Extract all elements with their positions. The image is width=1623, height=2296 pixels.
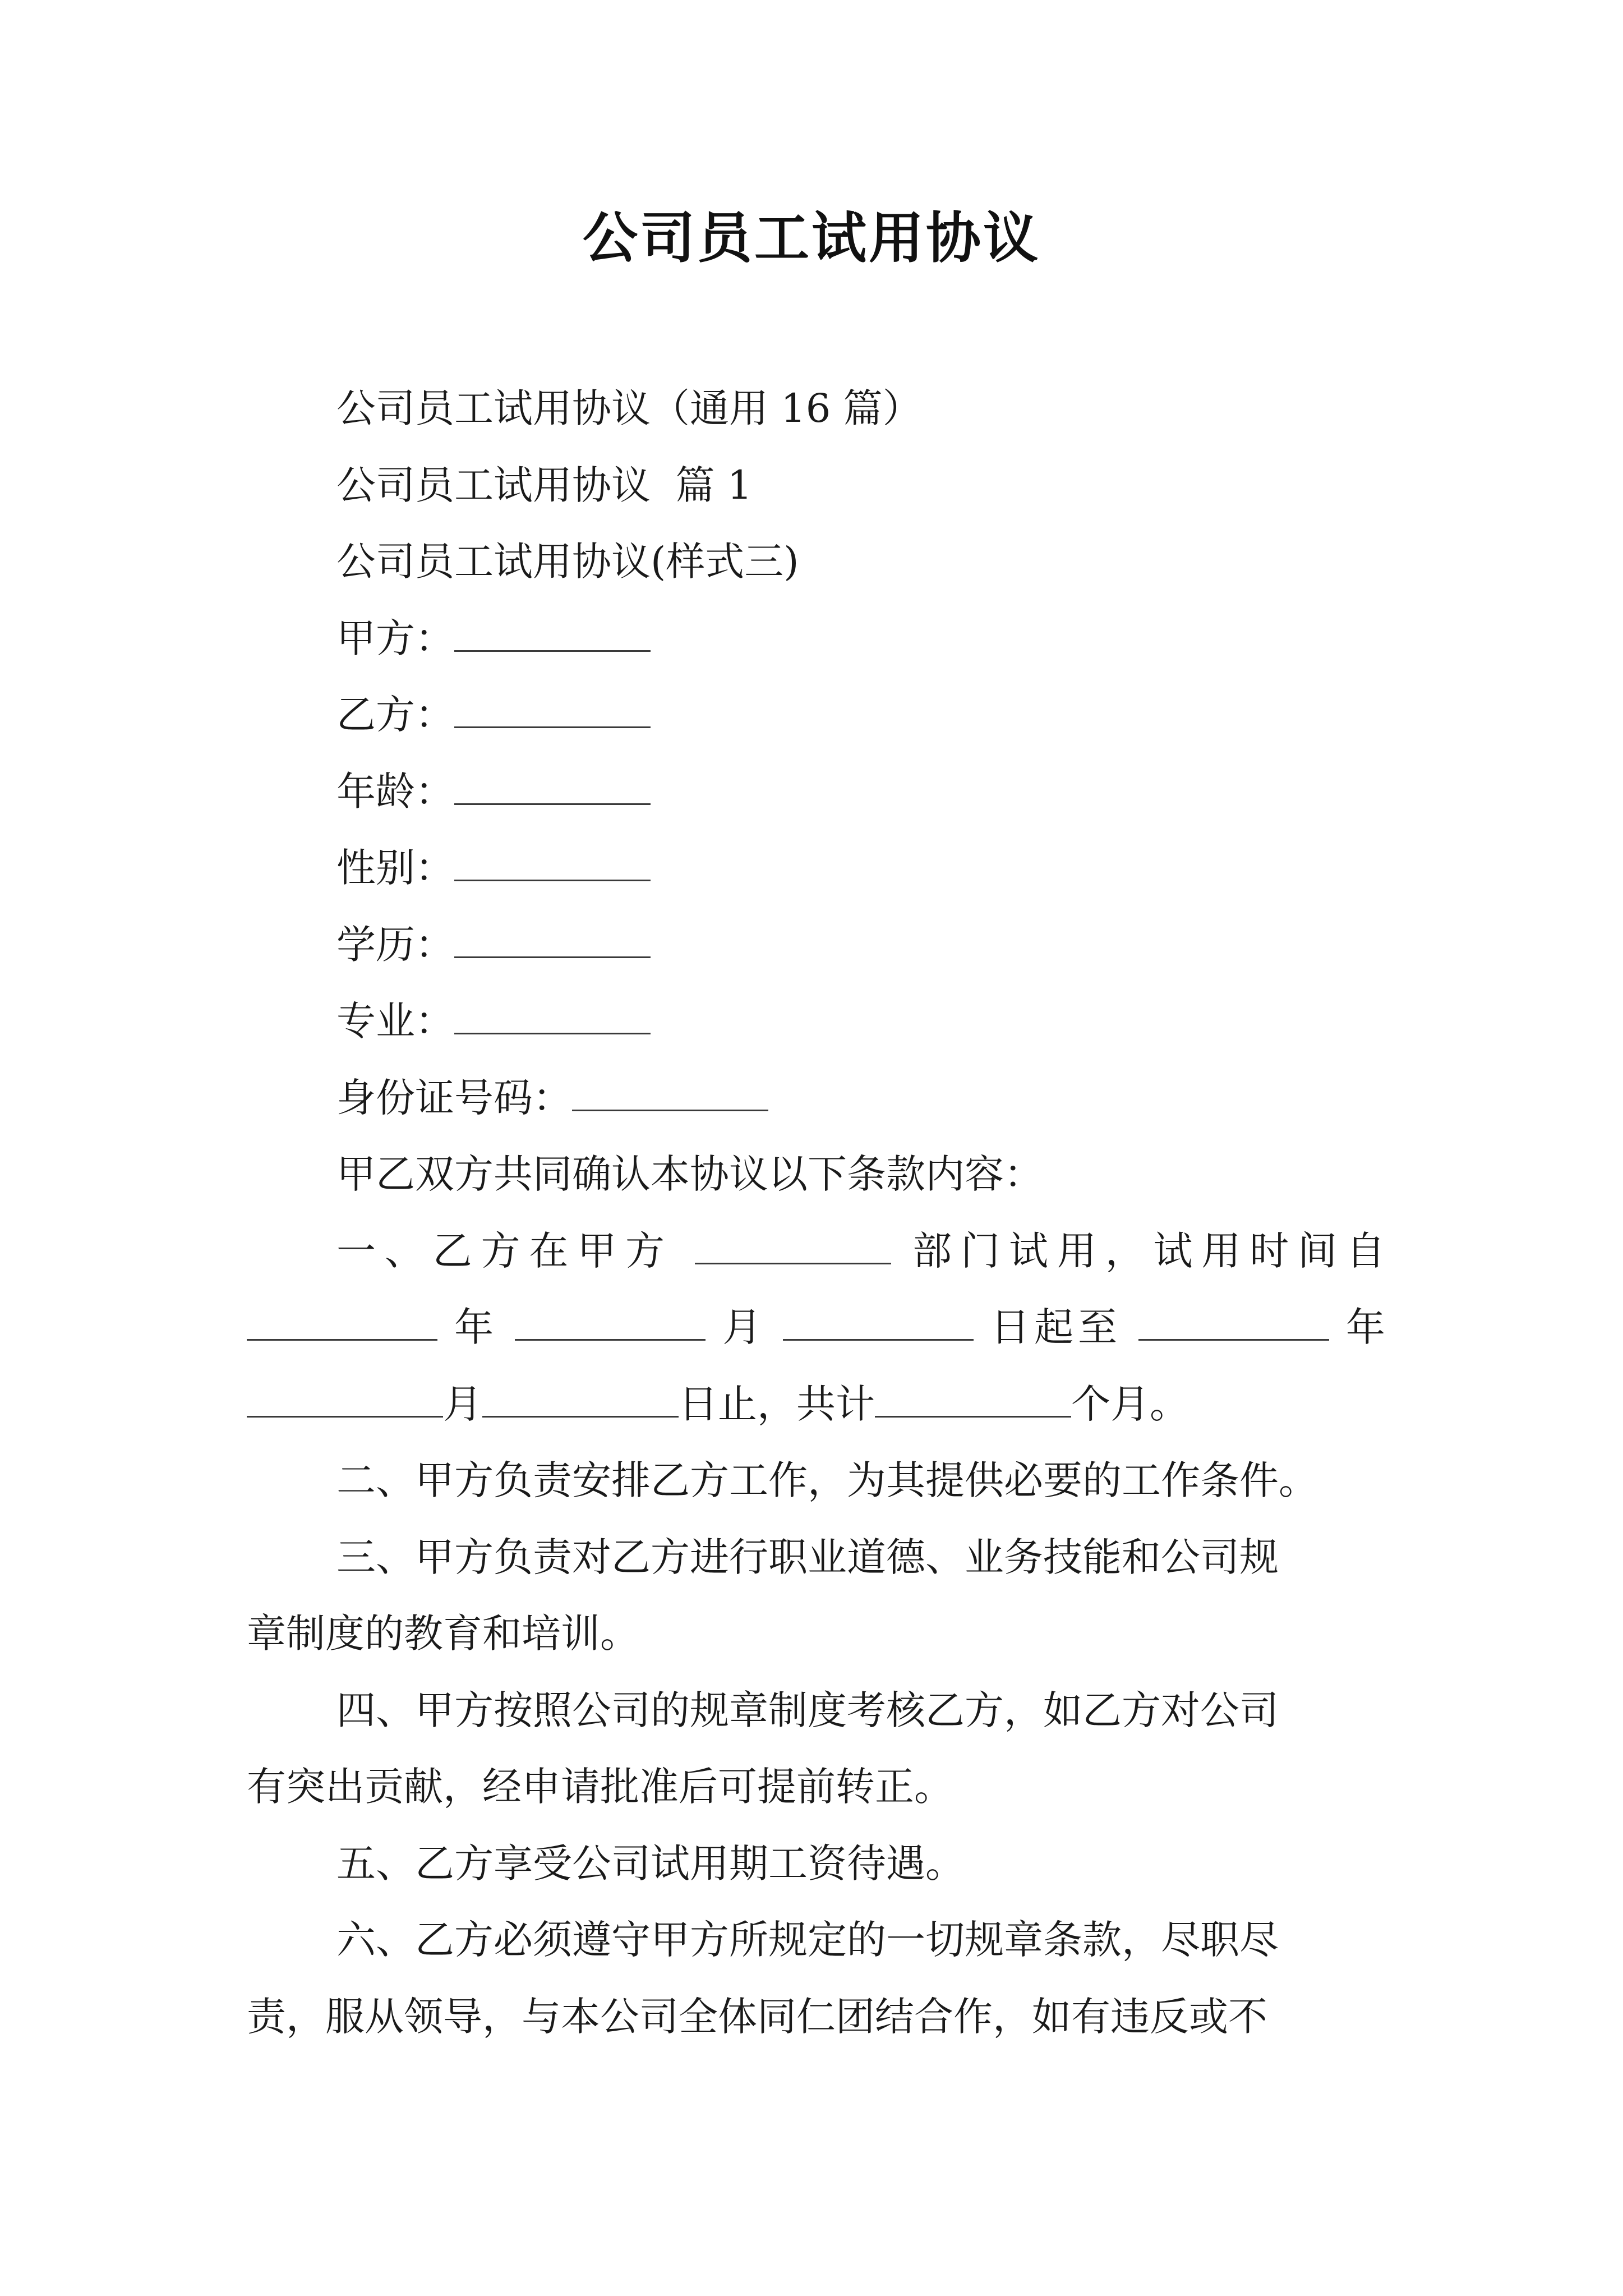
major-label: 专业：	[336, 998, 454, 1044]
heading-article-line	[247, 447, 1385, 524]
clause3-line2	[247, 1595, 1385, 1672]
end-day-blank[interactable]	[482, 1382, 679, 1418]
clause1-line2	[247, 1289, 1385, 1366]
document-title: 公司员工试用协议	[582, 206, 1040, 270]
clause1-part1: 一、乙方在甲方	[336, 1227, 674, 1274]
age-label: 年龄：	[336, 768, 454, 815]
department-blank[interactable]	[695, 1229, 891, 1264]
heading-style: 公司员工试用协议(样式三)	[336, 539, 799, 585]
id-number-label: 身份证号码：	[336, 1074, 572, 1121]
clause1-line3	[247, 1366, 1385, 1443]
clause3-line1	[247, 1519, 1385, 1596]
start-day-blank[interactable]	[783, 1305, 974, 1341]
party-a-label: 甲方：	[336, 615, 454, 661]
party-a-field	[247, 600, 1385, 677]
end-year-blank[interactable]	[1138, 1305, 1329, 1341]
clause3-text1: 三、甲方负责对乙方进行职业道德、业务技能和公司规	[336, 1534, 1279, 1580]
gender-blank[interactable]	[454, 846, 651, 881]
confirm-intro-line	[247, 1136, 1385, 1213]
clause4-line1	[247, 1672, 1385, 1749]
clause4-text1: 四、甲方按照公司的规章制度考核乙方，如乙方对公司	[336, 1687, 1279, 1733]
start-year-blank[interactable]	[247, 1305, 437, 1341]
id-number-blank[interactable]	[572, 1076, 768, 1111]
party-b-field	[247, 677, 1385, 753]
heading-collection: 公司员工试用协议（通用 16 篇）	[336, 385, 922, 431]
end-month-blank[interactable]	[247, 1382, 443, 1418]
party-b-label: 乙方：	[336, 692, 454, 738]
clause1-year1: 年	[454, 1304, 498, 1350]
clause2-line	[247, 1442, 1385, 1519]
clause1-year2: 年	[1346, 1304, 1385, 1350]
clause1-month2: 月	[443, 1381, 482, 1427]
party-a-blank[interactable]	[454, 616, 651, 652]
clause1-part2: 部门试用，试用时间自	[912, 1227, 1385, 1274]
age-field	[247, 753, 1385, 830]
total-months-blank[interactable]	[875, 1382, 1071, 1418]
confirm-intro: 甲乙双方共同确认本协议以下条款内容：	[336, 1151, 1043, 1197]
clause1-line1	[247, 1213, 1385, 1290]
clause1-day2: 日止，共计	[679, 1381, 875, 1427]
clause3-text2: 章制度的教育和培训。	[247, 1611, 639, 1657]
gender-field	[247, 830, 1385, 907]
clause1-day1: 日起至	[990, 1304, 1122, 1350]
clause4-line2	[247, 1749, 1385, 1825]
gender-label: 性别：	[336, 845, 454, 891]
clause6-text1: 六、乙方必须遵守甲方所规定的一切规章条款，尽职尽	[336, 1917, 1279, 1963]
education-blank[interactable]	[454, 923, 651, 958]
party-b-blank[interactable]	[454, 693, 651, 728]
clause1-end: 个月。	[1071, 1381, 1189, 1427]
clause6-line1	[247, 1902, 1385, 1978]
major-field	[247, 983, 1385, 1060]
heading-style-line	[247, 523, 1385, 600]
clause4-text2: 有突出贡献，经申请批准后可提前转正。	[247, 1764, 953, 1810]
clause6-line2	[247, 1978, 1385, 2055]
clause1-month1: 月	[722, 1304, 767, 1350]
education-label: 学历：	[336, 921, 454, 968]
clause2: 二、甲方负责安排乙方工作，为其提供必要的工作条件。	[336, 1457, 1318, 1503]
education-field	[247, 907, 1385, 983]
heading-collection-line	[247, 370, 1385, 447]
id-number-field	[247, 1060, 1385, 1137]
clause5-line	[247, 1825, 1385, 1902]
age-blank[interactable]	[454, 770, 651, 805]
start-month-blank[interactable]	[515, 1305, 706, 1341]
major-blank[interactable]	[454, 999, 651, 1034]
heading-article: 公司员工试用协议 篇 1	[336, 462, 753, 508]
clause5: 五、乙方享受公司试用期工资待遇。	[336, 1840, 965, 1887]
document-body	[247, 370, 1385, 2055]
clause6-text2: 责，服从领导，与本公司全体同仁团结合作，如有违反或不	[247, 1993, 1267, 2040]
